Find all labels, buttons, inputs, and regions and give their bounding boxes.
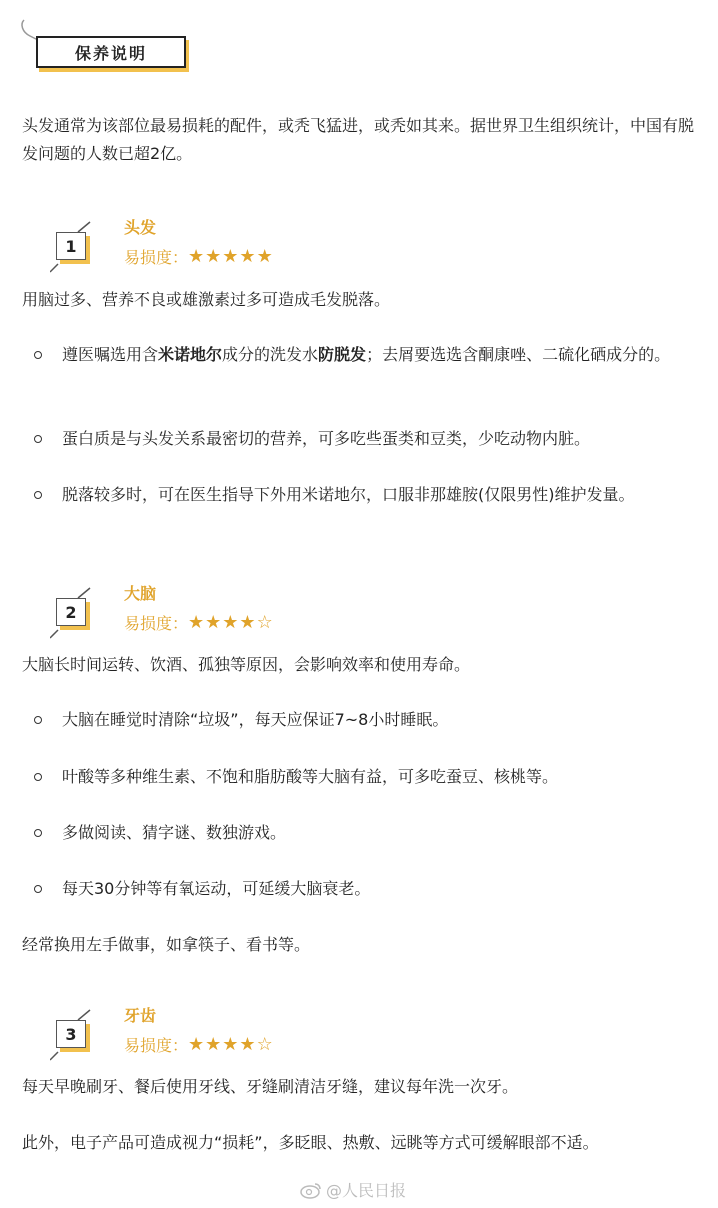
bullet-icon (34, 716, 42, 724)
star-rating: ★★★★☆ (188, 612, 274, 633)
star-rating: ★★★★★ (188, 246, 274, 267)
section-title: 牙齿 (124, 1006, 157, 1025)
rating-label: 易损度： (124, 248, 189, 267)
watermark (300, 1178, 406, 1201)
section-description: 大脑长时间运转、饮酒、孤独等原因，会影响效率和使用寿命。 (22, 655, 471, 674)
section-footer: 经常换用左手做事，如拿筷子、看书等。 (22, 935, 311, 954)
list-item-highlight: 米诺地尔 (158, 345, 223, 364)
bullet-icon (34, 435, 42, 443)
rating-row (124, 611, 274, 634)
bullet-icon (34, 491, 42, 499)
bullet-icon (34, 351, 42, 359)
rating-label: 易损度： (124, 614, 189, 633)
section-number: 3 (56, 1020, 86, 1048)
section-number-badge (50, 584, 120, 642)
bullet-icon (34, 773, 42, 781)
rating-row (124, 1033, 274, 1056)
section-number-badge (50, 1006, 120, 1064)
list-item-text: 遵医嘱选用含 (62, 345, 159, 364)
section-description: 每天早晚刷牙、餐后使用牙线、牙缝刷清洁牙缝，建议每年洗一次牙。 (22, 1077, 519, 1096)
weibo-logo-icon (300, 1181, 322, 1199)
bullet-icon (34, 885, 42, 893)
intro-paragraph: 头发通常为该部位最易损耗的配件，或秃飞猛进，或秃如其来。据世界卫生组织统计，中国有脱发问题的人数已超2亿。 (22, 116, 695, 163)
section-tag: 保养说明 (36, 36, 186, 68)
section-title: 大脑 (124, 584, 157, 603)
star-rating: ★★★★☆ (188, 1034, 274, 1055)
list-item: 大脑在睡觉时清除“垃圾”，每天应保证7~8小时睡眠。 (62, 710, 449, 729)
list-item: 每天30分钟等有氧运动，可延缓大脑衰老。 (62, 879, 371, 898)
list-item: 脱落较多时，可在医生指导下外用米诺地尔，口服非那雄胺(仅限男性)维护发量。 (62, 485, 635, 504)
list-item: 多做阅读、猜字谜、数独游戏。 (62, 823, 287, 842)
list-item-text: ；去屑要选选含酮康唑、二硫化硒成分的。 (366, 345, 671, 364)
section-number: 2 (56, 598, 86, 626)
list-item-highlight: 防脱发 (318, 345, 367, 364)
list-item-text: 成分的洗发水 (222, 345, 319, 364)
list-item (62, 341, 702, 369)
bullet-icon (34, 829, 42, 837)
list-item: 蛋白质是与头发关系最密切的营养，可多吃些蛋类和豆类，少吃动物内脏。 (62, 429, 591, 448)
watermark-text: @人民日报 (326, 1181, 407, 1200)
list-item: 叶酸等多种维生素、不饱和脂肪酸等大脑有益，可多吃蚕豆、核桃等。 (62, 767, 559, 786)
closing-paragraph: 此外，电子产品可造成视力“损耗”，多眨眼、热敷、远眺等方式可缓解眼部不适。 (22, 1133, 599, 1152)
rating-label: 易损度： (124, 1036, 189, 1055)
section-number: 1 (56, 232, 86, 260)
rating-row (124, 245, 274, 268)
section-description: 用脑过多、营养不良或雄激素过多可造成毛发脱落。 (22, 290, 391, 309)
section-number-badge (50, 218, 120, 276)
section-title: 头发 (124, 218, 157, 237)
